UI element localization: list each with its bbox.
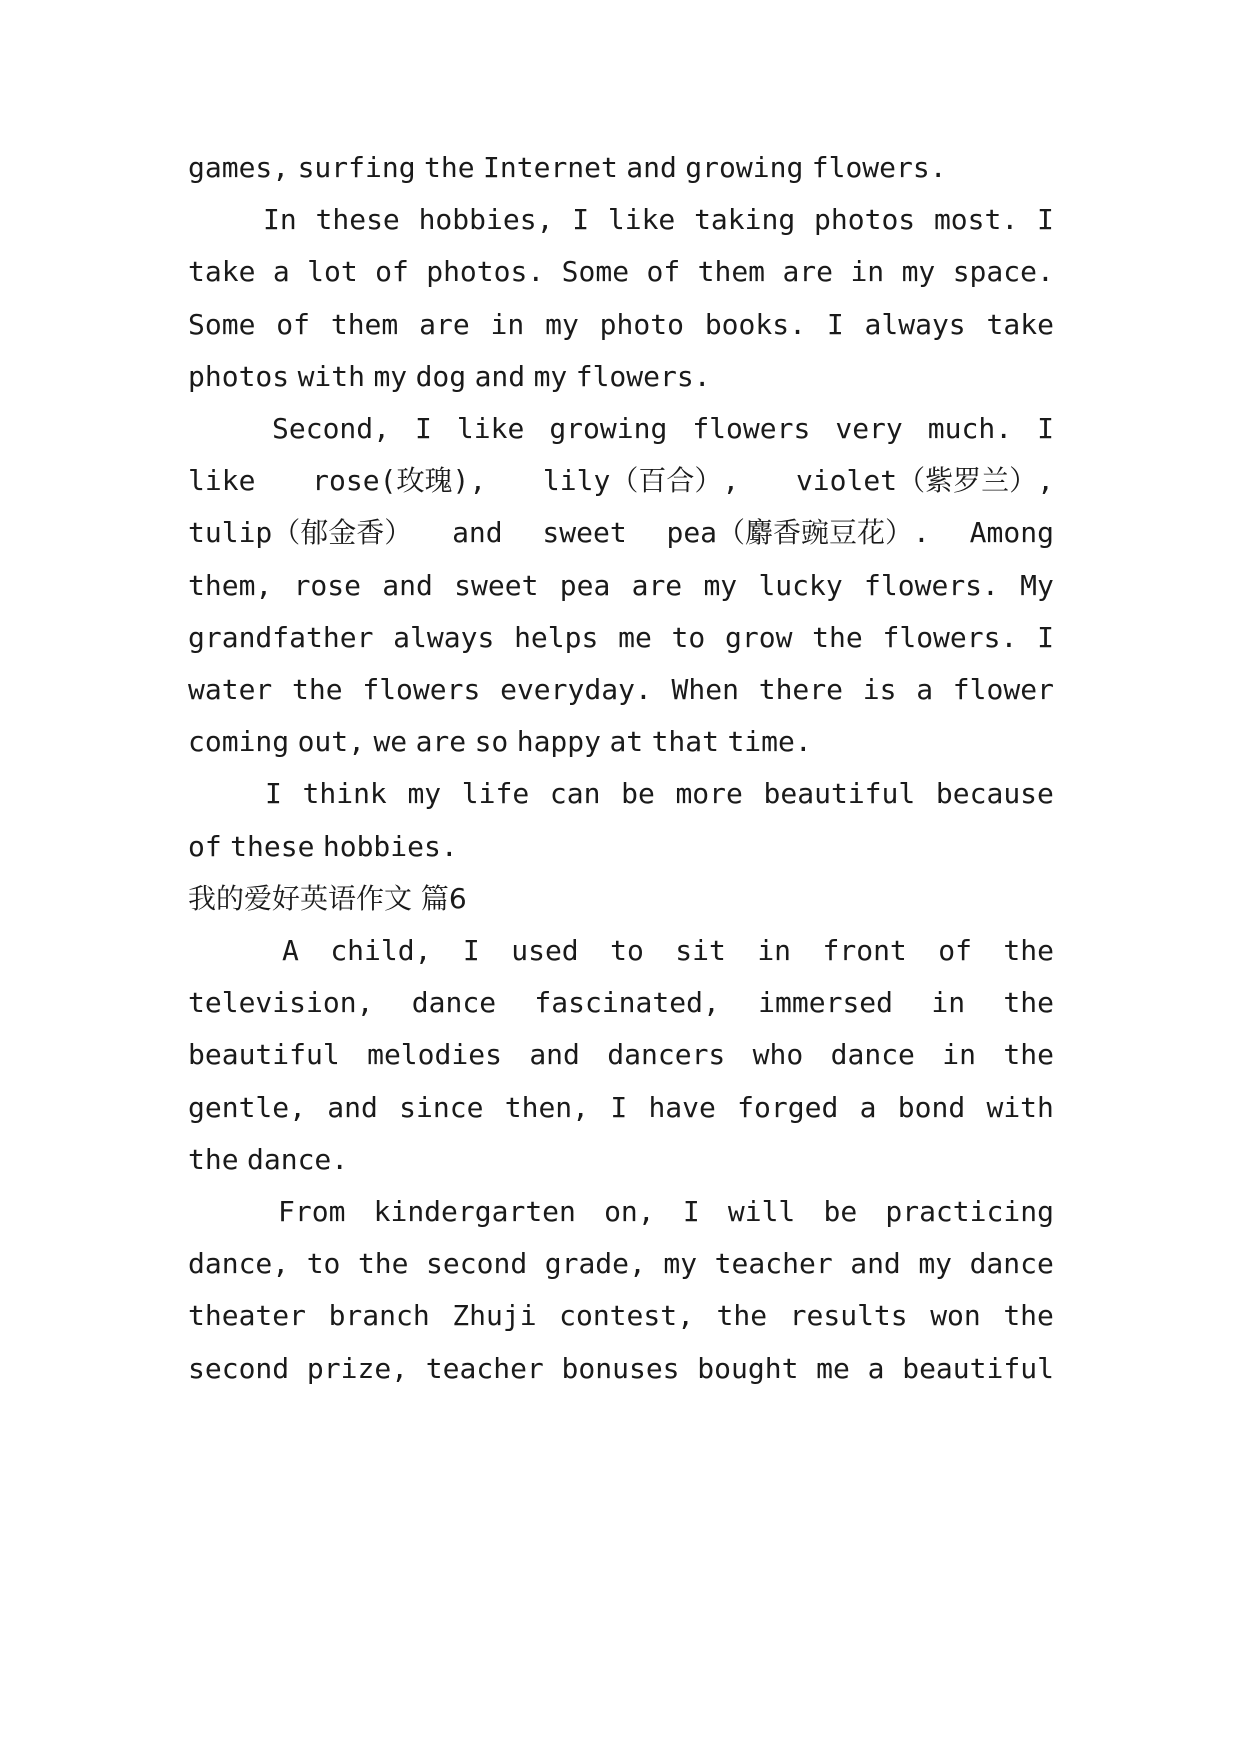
text-line: beautiful melodies and dancers who dance in the	[188, 1038, 1054, 1071]
text-line: tulip（郁金香） and sweet pea（麝香豌豆花）. Among	[188, 516, 1054, 549]
text-line: Some of them are in my photo books. I always take	[188, 308, 1054, 341]
text-line: the dance.	[188, 1143, 349, 1176]
text-line: like rose(玫瑰), lily（百合）, violet（紫罗兰）,	[188, 464, 1054, 497]
text-line: A child, I used to sit in front of the	[282, 934, 1054, 967]
text-line: Second, I like growing flowers very much. I	[272, 412, 1054, 445]
section-heading: 我的爱好英语作文 篇6	[188, 882, 467, 915]
text-line: gentle, and since then, I have forged a bond with	[188, 1091, 1054, 1124]
text-line: theater branch Zhuji contest, the results won the	[188, 1299, 1054, 1332]
text-line: coming out, we are so happy at that time.	[188, 725, 812, 758]
text-line: photos with my dog and my flowers.	[188, 360, 711, 393]
text-line: grandfather always helps me to grow the flowers. I	[188, 621, 1054, 654]
text-line: second prize, teacher bonuses bought me a beautiful	[188, 1352, 1054, 1385]
text-line: television, dance fascinated, immersed in the	[188, 986, 1054, 1019]
text-line: games, surfing the Internet and growing flowers.	[188, 151, 947, 184]
text-line: In these hobbies, I like taking photos most. I	[263, 203, 1054, 236]
text-line: them, rose and sweet pea are my lucky flowers. My	[188, 569, 1054, 602]
text-line: water the flowers everyday. When there is a flower	[188, 673, 1054, 706]
text-line: take a lot of photos. Some of them are in my space.	[188, 255, 1054, 288]
text-line: dance, to the second grade, my teacher and my dance	[188, 1247, 1054, 1280]
text-line: of these hobbies.	[188, 830, 458, 863]
text-line: From kindergarten on, I will be practicing	[278, 1195, 1054, 1228]
text-line: I think my life can be more beautiful because	[265, 777, 1054, 810]
